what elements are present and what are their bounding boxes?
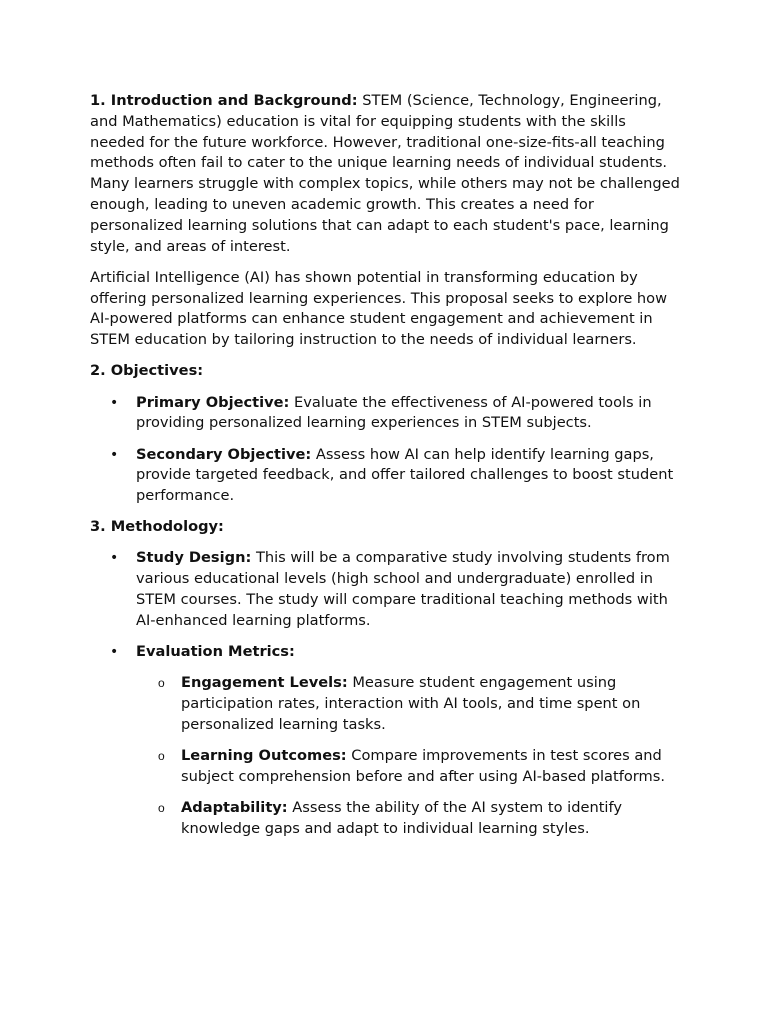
objectives-heading: 2. Objectives:: [90, 362, 204, 380]
sub-list-item: [136, 798, 685, 840]
item-text: Compare improvements in test scores and subject comprehension before and after using AI-based platforms.: [181, 747, 665, 785]
bullet-icon: •: [110, 446, 119, 463]
metrics-list: [136, 673, 685, 839]
item-text: This will be a comparative study involving students from various educational levels (high school and undergraduate) enrolled in STEM courses. The study will compare traditional teaching methods with AI-enhanced learning platforms.: [136, 549, 670, 629]
methodology-heading: 3. Methodology:: [90, 518, 224, 536]
item-text: Assess the ability of the AI system to identify knowledge gaps and adapt to individual learning styles.: [181, 799, 623, 837]
bullet-icon: •: [110, 550, 119, 567]
methodology-list: [90, 548, 685, 839]
item-label: Study Design:: [136, 549, 252, 567]
item-label: Adaptability:: [181, 799, 288, 817]
list-item: [90, 642, 685, 840]
item-text: Assess how AI can help identify learning gaps, provide targeted feedback, and offer tailored challenges to boost student performance.: [136, 445, 674, 505]
intro-text: STEM (Science, Technology, Engineering, and Mathematics) education is vital for equipping students with the skills needed for the future workforce. However, traditional one-size-fits-all teaching methods often fail to cater to the unique learning needs of individual students. Many learners struggle with complex topics, while others may not be challenged enough, leading to uneven academic growth. This creates a need for personalized learning solutions that can adapt to each student's pace, learning style, and areas of interest.: [90, 92, 680, 255]
item-label: Secondary Objective:: [136, 445, 312, 463]
intro-heading: 1. Introduction and Background:: [90, 92, 358, 109]
item-label: Primary Objective:: [136, 393, 290, 411]
item-label: Evaluation Metrics:: [136, 643, 295, 661]
bullet-icon: •: [110, 394, 119, 411]
circle-bullet-icon: o: [158, 676, 165, 691]
list-item: [90, 393, 685, 435]
objectives-list: [90, 393, 685, 507]
circle-bullet-icon: o: [158, 749, 165, 764]
item-label: Engagement Levels:: [181, 674, 348, 692]
intro-paragraph: [90, 91, 685, 257]
document-page: [90, 91, 685, 850]
item-text: Evaluate the effectiveness of AI-powered tools in providing personalized learning experiences in STEM subjects.: [136, 393, 652, 432]
sub-list-item: [136, 746, 685, 788]
circle-bullet-icon: o: [158, 801, 165, 816]
list-item: [90, 445, 685, 507]
list-item: [90, 548, 685, 631]
intro-paragraph-2: Artificial Intelligence (AI) has shown potential in transforming education by offering personalized learning experiences. This proposal seeks to explore how AI-powered platforms can enhance student engagement and achievement in STEM education by tailoring instruction to the needs of individual learners.: [90, 268, 668, 349]
bullet-icon: •: [110, 644, 119, 661]
item-label: Learning Outcomes:: [181, 747, 347, 765]
item-text: Measure student engagement using participation rates, interaction with AI tools, and time spent on personalized learning tasks.: [181, 674, 641, 733]
sub-list-item: [136, 673, 685, 735]
